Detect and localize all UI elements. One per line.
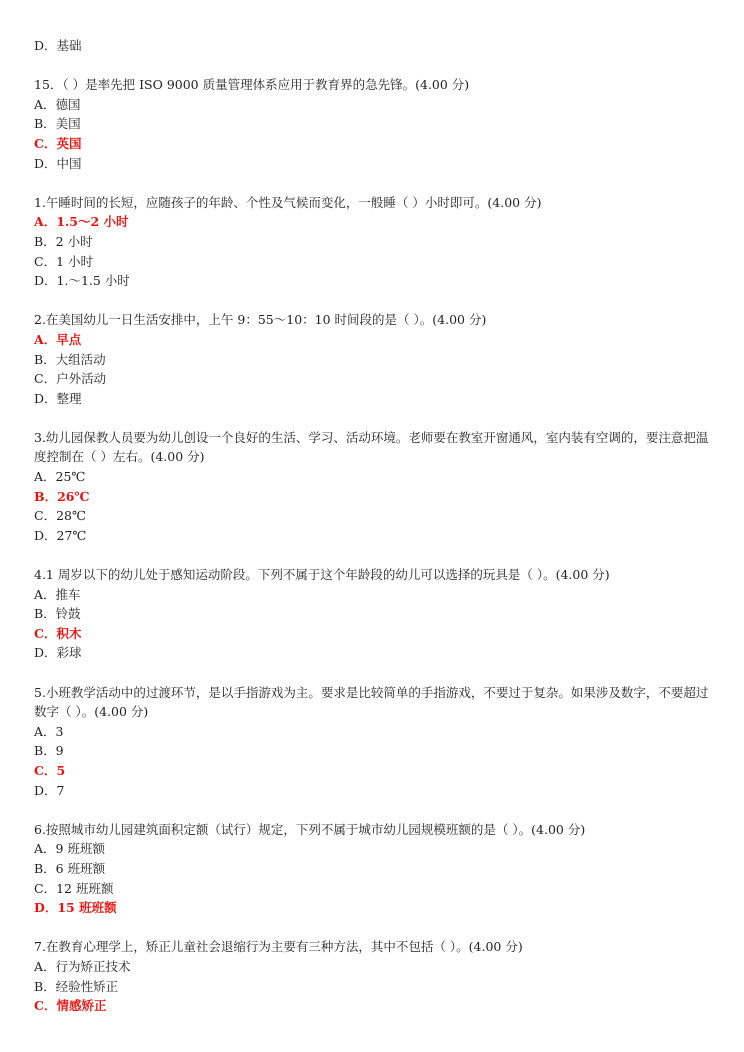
option-line: D．1.～1.5 小时 (34, 273, 130, 289)
option-line: D．7 (34, 782, 65, 798)
option-line: C．户外活动 (34, 371, 107, 387)
option-line: A．推车 (34, 586, 81, 602)
question-text: 3.幼儿园保教人员要为幼儿创设一个良好的生活、学习、活动环境。老师要在教室开窗通风，室内装有空调的，要注意把温度控制在（ ）左右。(4.00 分) (34, 429, 709, 465)
option-line: C．12 班班额 (34, 880, 114, 896)
question-text: 2.在美国幼儿一日生活安排中，上午 9：55～10：10 时间段的是（ ）。(4.00 分) (34, 312, 487, 328)
question-block (34, 937, 710, 1015)
correct-option-line: B．26℃ (34, 488, 90, 504)
question-block (34, 310, 710, 408)
option-line: C．1 小时 (34, 253, 93, 269)
question-block (34, 75, 710, 173)
option-line: A．9 班班额 (34, 841, 105, 857)
option-line: C．28℃ (34, 508, 86, 524)
correct-option-line: C．5 (34, 762, 66, 778)
question-text: 6.按照城市幼儿园建筑面积定额（试行）规定，下列不属于城市幼儿园规模班额的是（ ）。(4.00 分) (34, 821, 586, 837)
option-line: D．彩球 (34, 645, 82, 661)
option-line: A．25℃ (34, 469, 86, 485)
option-line: D．27℃ (34, 527, 87, 543)
option-line: D．中国 (34, 155, 82, 171)
option-line: B．2 小时 (34, 233, 93, 249)
option-line: B．9 (34, 743, 64, 759)
option-line: D．整理 (34, 390, 82, 406)
question-text: 4.1 周岁以下的幼儿处于感知运动阶段。下列不属于这个年龄段的幼儿可以选择的玩具是（ ）。(4.00 分) (34, 567, 610, 583)
correct-option-line: A．早点 (34, 331, 82, 347)
correct-option-line: C．情感矫正 (34, 998, 107, 1014)
correct-option-line: A．1.5～2 小时 (34, 214, 129, 230)
question-text: 5.小班教学活动中的过渡环节，是以手指游戏为主。要求是比较简单的手指游戏，不要过于复杂。如果涉及数字，不要超过数字（ ）。(4.00 分) (34, 684, 709, 720)
correct-option-line: D．15 班班额 (34, 900, 117, 916)
question-text: 15．（ ）是率先把 ISO 9000 质量管理体系应用于教育界的急先锋。(4.00 分) (34, 77, 470, 93)
correct-option-line: C．积木 (34, 625, 82, 641)
question-block (34, 820, 710, 918)
question-block (34, 683, 710, 801)
option-line: A．德国 (34, 96, 81, 112)
correct-option-line: C．英国 (34, 135, 82, 151)
option-line: B．经验性矫正 (34, 978, 119, 994)
option-line: B．美国 (34, 116, 81, 132)
question-text: 1.午睡时间的长短，应随孩子的年龄、个性及气候而变化，一般睡（ ）小时即可。(4.00 分) (34, 194, 542, 210)
option-line: A．行为矫正技术 (34, 958, 131, 974)
option-line: A．3 (34, 723, 64, 739)
document-page (34, 36, 710, 1016)
question-block (34, 193, 710, 291)
option-line: D．基础 (34, 38, 82, 53)
option-line: B．6 班班额 (34, 860, 106, 876)
question-block (34, 428, 710, 546)
question-text: 7.在教育心理学上，矫正儿童社会退缩行为主要有三种方法，其中不包括（ ）。(4.00 分) (34, 939, 523, 955)
question-block (34, 565, 710, 663)
option-line: B．铃鼓 (34, 606, 81, 622)
option-line: B．大组活动 (34, 351, 106, 367)
